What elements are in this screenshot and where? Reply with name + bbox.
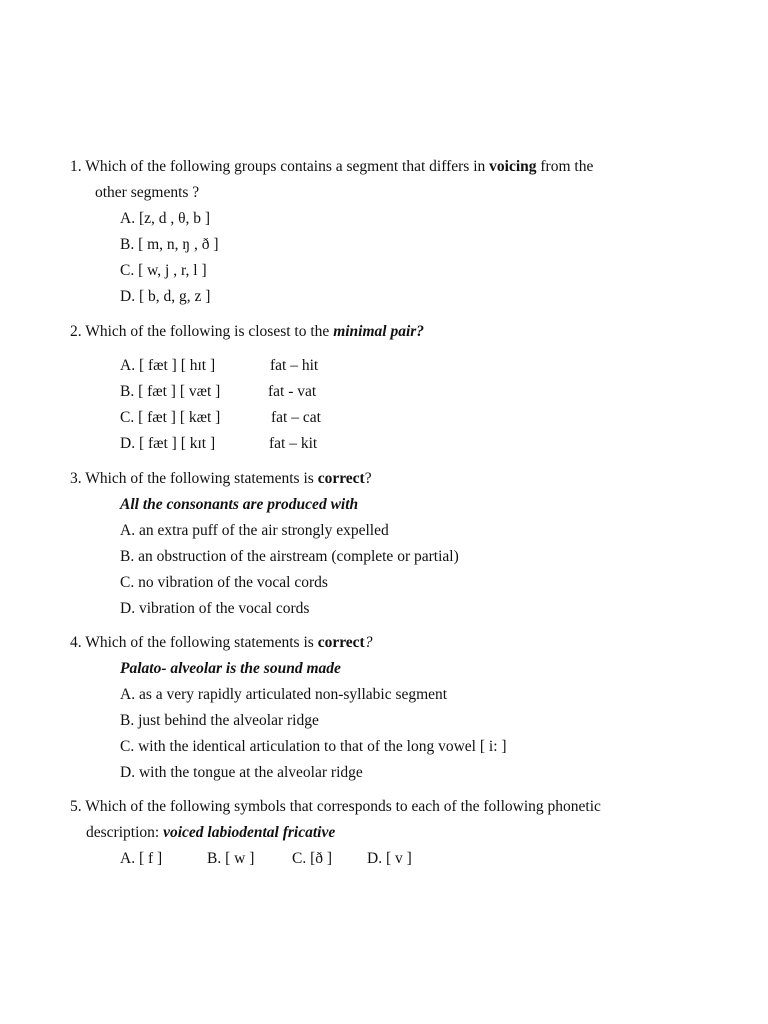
q2-option-d-gloss: fat – kit <box>269 435 318 452</box>
q2-option-b <box>120 382 316 402</box>
q1-option-b: B. [ m, n, ŋ , ð ] <box>120 236 219 253</box>
q2-option-d <box>120 434 317 454</box>
q1-option-c: C. [ w, j , r, l ] <box>120 262 207 279</box>
q5-stem-text: description: <box>86 824 164 841</box>
q2-option-a <box>120 356 318 376</box>
q2-option-c <box>120 408 321 428</box>
q3-stem-tail: ? <box>364 470 372 487</box>
q5-option-b: B. [ w ] <box>207 850 255 867</box>
q4-option-b: B. just behind the alveolar ridge <box>120 712 319 729</box>
q5-option-c: C. [ð ] <box>292 850 333 867</box>
q1-stem-line1 <box>70 157 593 177</box>
q3-option-b: B. an obstruction of the airstream (complete or partial) <box>120 548 459 565</box>
q2-option-c-ipa: C. [ fæt ] [ kæt ] <box>120 409 221 426</box>
q2-option-c-gloss: fat – cat <box>271 409 321 426</box>
q5-stem-line1: 5. Which of the following symbols that corresponds to each of the following phonetic <box>70 798 601 815</box>
q2-keyword: minimal pair? <box>333 323 425 340</box>
q5-option-d: D. [ v ] <box>367 850 412 867</box>
q2-option-b-gloss: fat - vat <box>268 383 317 400</box>
q5-options <box>120 849 412 869</box>
q4-option-c: C. with the identical articulation to that of the long vowel [ i: ] <box>120 738 507 755</box>
q4-stem <box>70 633 372 653</box>
q4-stem-text: 4. Which of the following statements is <box>70 634 318 651</box>
q2-option-b-ipa: B. [ fæt ] [ væt ] <box>120 383 221 400</box>
q3-option-c: C. no vibration of the vocal cords <box>120 574 328 591</box>
q4-option-a: A. as a very rapidly articulated non-syllabic segment <box>120 686 448 703</box>
q2-stem <box>70 322 424 342</box>
q1-option-a: A. [z, d , θ, b ] <box>120 210 211 227</box>
q1-stem-line2: other segments ? <box>95 184 200 201</box>
q3-stem <box>70 469 372 489</box>
q1-option-d: D. [ b, d, g, z ] <box>120 288 211 305</box>
q2-option-a-ipa: A. [ fæt ] [ hɪt ] <box>120 357 216 374</box>
q1-keyword: voicing <box>489 158 537 175</box>
q4-keyword: correct <box>317 634 365 651</box>
q3-option-d: D. vibration of the vocal cords <box>120 600 310 617</box>
q5-option-a: A. [ f ] <box>120 850 163 867</box>
q1-stem-text: 1. Which of the following groups contains a segment that differs in <box>70 158 490 175</box>
q3-prompt: All the consonants are produced with <box>120 496 359 513</box>
q2-option-a-gloss: fat – hit <box>270 357 319 374</box>
q4-prompt: Palato- alveolar is the sound made <box>120 660 341 677</box>
q3-option-a: A. an extra puff of the air strongly expelled <box>120 522 389 539</box>
q3-stem-text: 3. Which of the following statements is <box>70 470 318 487</box>
q5-keyword: voiced labiodental fricative <box>163 824 336 841</box>
q1-stem-tail: from the <box>536 158 594 175</box>
q4-option-d: D. with the tongue at the alveolar ridge <box>120 764 363 781</box>
q4-stem-tail: ? <box>364 634 373 651</box>
q2-stem-text: 2. Which of the following is closest to the <box>70 323 334 340</box>
q2-option-d-ipa: D. [ fæt ] [ kɪt ] <box>120 435 216 452</box>
q5-stem-line2 <box>86 823 335 843</box>
q3-keyword: correct <box>317 470 365 487</box>
